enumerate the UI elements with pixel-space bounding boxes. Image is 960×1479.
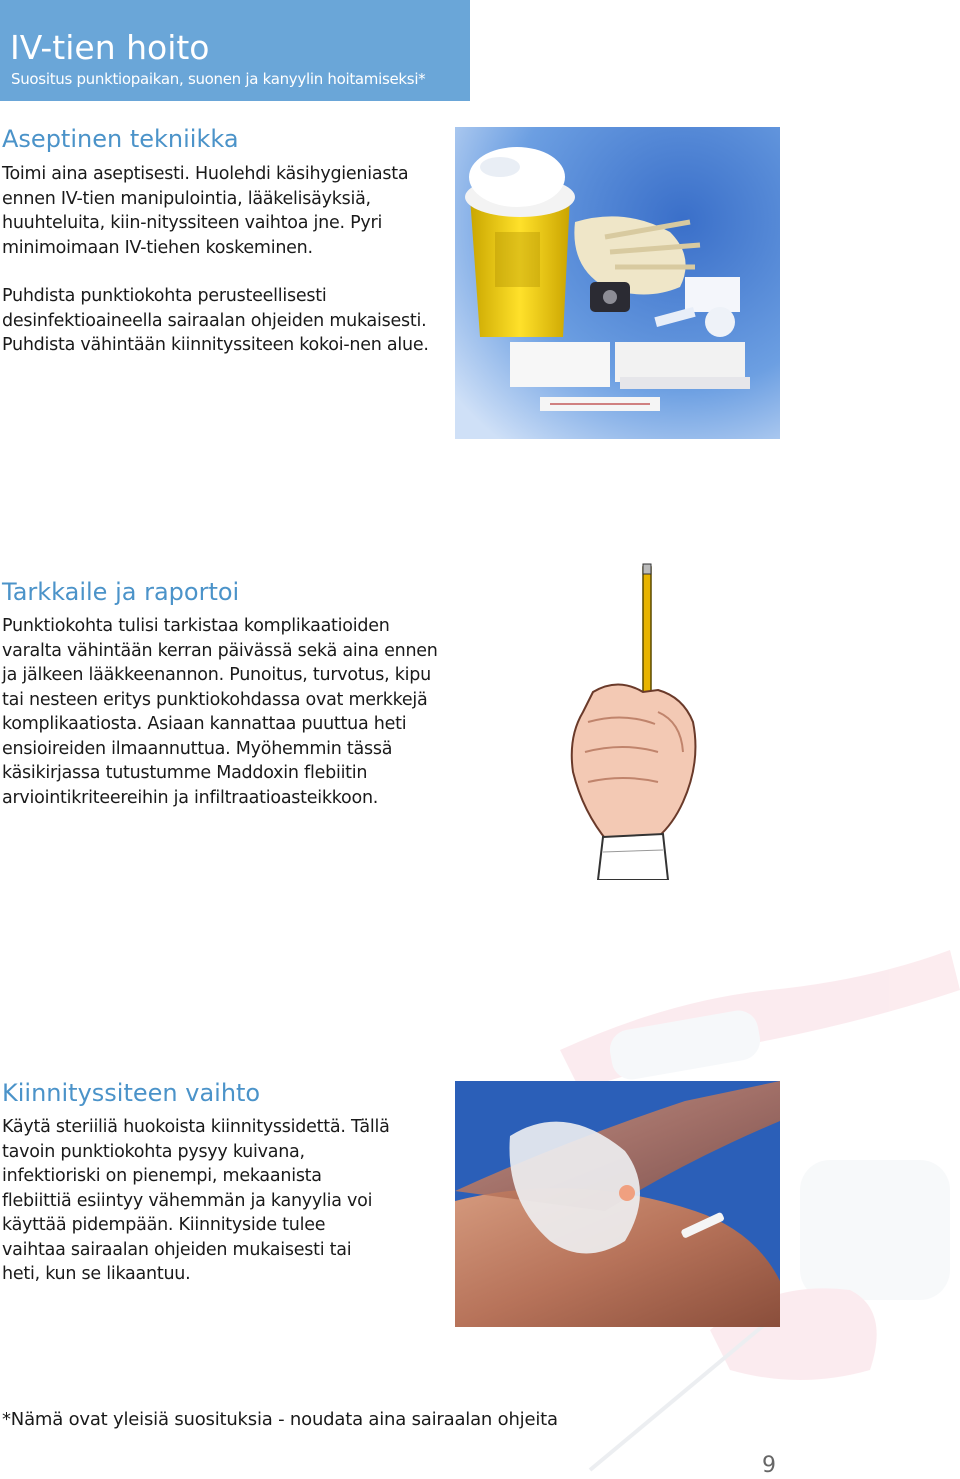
section-title-dressing: Kiinnityssiteen vaihto [2,1079,261,1107]
section-title-monitor: Tarkkaile ja raportoi [2,578,240,606]
aseptic-paragraph-2: Puhdista punktiokohta perusteellisesti desinfektioaineella sairaalan ohjeiden mukaisesti. Puhdista vähintään kiinnityssiteen kokoi-nen alue. [2,286,429,355]
arm-dressing-photo [455,1081,780,1327]
footnote: *Nämä ovat yleisiä suosituksia - noudata aina sairaalan ohjeita [2,1409,558,1430]
hand-pencil-illustration [563,562,703,880]
header-banner [0,0,470,101]
page-subtitle: Suositus punktiopaikan, suonen ja kanyylin hoitamiseksi* [11,70,426,88]
page-number: 9 [762,1453,776,1478]
monitor-paragraph: Punktiokohta tulisi tarkistaa komplikaatioiden varalta vähintään kerran päivässä sekä aina ennen ja jälkeen lääkkeenannon. Punoitus, turvotus, kipu tai nesteen eritys punktiokohdassa ovat merkkejä komplikaatiosta. Asiaan kannattaa puuttua heti ensioireiden ilmaannuttua. Myöhemmin tässä käsikirjassa tutustumme Maddoxin flebiitin arviointikriteereihin ja infiltraatioasteikkoon. [2,616,438,808]
aseptic-paragraph-1: Toimi aina aseptisesti. Huolehdi käsihygieniasta ennen IV-tien manipulointia, lääkelisäyksiä, huuhteluita, kiin-nityssiteen vaihtoa jne. Pyri minimoimaan IV-tiehen koskeminen. [2,164,409,258]
page-title: IV-tien hoito [10,28,210,67]
dressing-paragraph: Käytä steriiliä huokoista kiinnityssidettä. Tällä tavoin punktiokohta pysyy kuivana, infektioriski on pienempi, mekaanista flebiittiä esiintyy vähemmän ja kanyylia voi käyttää pidempään. Kiinnityside tulee vaihtaa sairaalan ohjeiden mukaisesti tai heti, kun se likaantuu. [2,1117,390,1284]
supplies-photo [455,127,780,439]
section-title-aseptic: Aseptinen tekniikka [2,125,239,153]
